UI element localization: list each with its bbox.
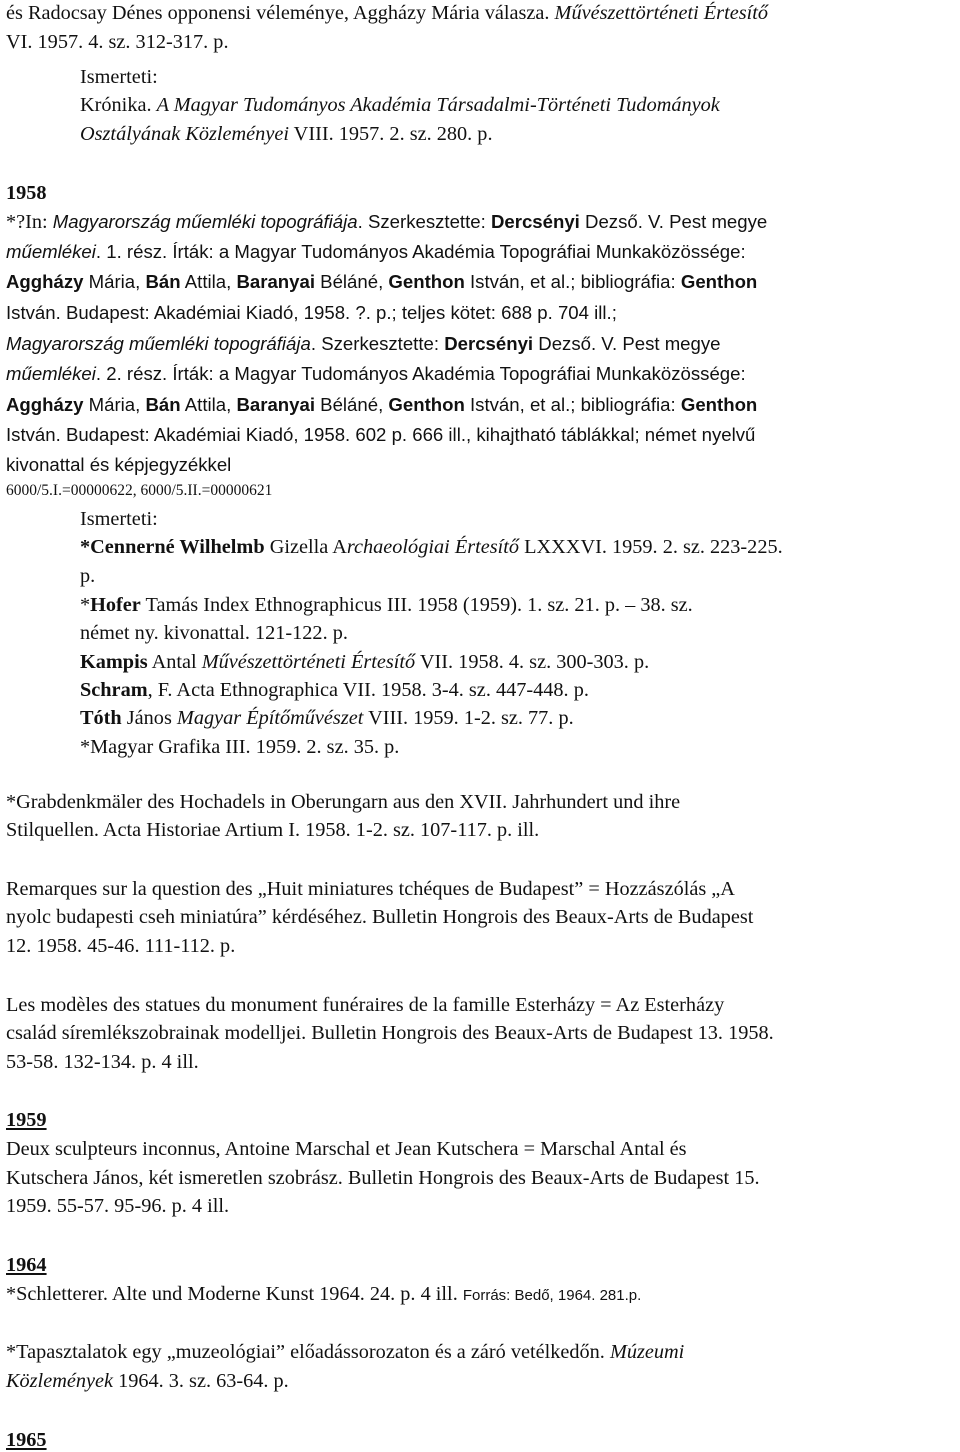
text-segment: . Szerkesztette: [357,211,491,232]
text-segment: VI. 1957. 4. sz. 312-317. p. [6,31,229,53]
emphasis-text: 1959 [6,1109,47,1131]
emphasis-text: Genthon [388,271,465,292]
text-line [6,1137,687,1161]
text-line [6,1050,199,1074]
text-line [6,301,617,325]
text-segment: 53-58. 132-134. p. 4 ill. [6,1051,199,1073]
text-line [6,270,757,294]
emphasis-text: Kampis [80,651,148,673]
text-segment: p. [80,565,96,587]
text-line [6,1253,47,1277]
text-segment: *Schletterer. Alte und Moderne Kunst 1964. 24. p. 4 ill. [6,1283,463,1305]
text-line [6,423,755,447]
title-text: Magyarország műemléki topográfiája [6,333,311,354]
emphasis-text: Dercsényi [490,211,580,232]
text-segment: kivonattal és képjegyzékkel [6,454,232,475]
text-line [80,593,693,617]
text-line [6,993,724,1017]
text-line [6,477,272,503]
text-segment: Ismerteti: [80,66,158,88]
emphasis-text: Baranyai [236,394,315,415]
text-line [6,1166,760,1190]
text-segment: Les modèles des statues du monument funéraires de la famille Esterházy = Az Esterházy [6,994,725,1016]
text-segment: István. Budapest: Akadémiai Kiadó, 1958. 602 p. 666 ill., kihajtható táblákkal; német nyelvű [6,424,756,445]
title-text: Művészettörténeti Értesítő [201,651,416,673]
title-text: A Magyar Tudományos Akadémia Társadalmi-Történeti Tudományok [156,94,720,116]
emphasis-text: Baranyai [236,271,315,292]
text-line [6,181,47,205]
text-line [6,1,768,25]
text-line [80,621,348,645]
emphasis-text: Dercsényi [444,333,534,354]
text-line [6,362,746,386]
text-line [80,650,649,674]
title-text: Magyar Építőművészet [176,707,364,729]
text-segment: Antal [147,651,202,673]
emphasis-text: Tóth [80,707,122,729]
text-segment: * [80,594,91,616]
text-line [6,1108,47,1132]
text-segment: 6000/5.I.=00000622, 6000/5.II.=00000621 [6,482,273,499]
title-text: műemlékei [6,241,96,262]
text-line [6,1194,229,1218]
title-text: Múzeumi [609,1341,685,1363]
text-line [6,30,229,54]
text-segment: család síremlékszobrainak modelljei. Bulletin Hongrois des Beaux-Arts de Budapest 13. 1958. [6,1022,774,1044]
text-segment: *Magyar Grafika III. 1959. 2. sz. 35. p. [80,736,400,758]
text-segment: Deux sculpteurs inconnus, Antoine Marschal et Jean Kutschera = Marschal Antal és [6,1138,687,1160]
text-segment: Krónika. [80,94,157,116]
text-segment: István, et al.; bibliográfia: [464,271,681,292]
text-line [6,1428,47,1452]
text-line [6,1340,684,1364]
text-line [80,93,720,117]
text-line [80,706,574,730]
text-line [6,453,231,477]
title-text: Közlemények [6,1370,113,1392]
text-segment: *?In: [6,211,53,233]
text-line [6,240,746,264]
text-line [6,332,721,356]
text-segment: Remarques sur la question des „Huit miniatures tchéques de Budapest” = Hozzászólás „A [6,878,735,900]
text-segment: Attila, [180,394,237,415]
text-segment: István, et al.; bibliográfia: [464,394,681,415]
text-segment: VIII. 1959. 1-2. sz. 77. p. [363,707,574,729]
text-segment: Dezső. V. Pest megye [533,333,721,354]
emphasis-text: Genthon [680,271,758,292]
emphasis-text: *Cennerné Wilhelmb [80,536,265,558]
text-segment: Dezső. V. Pest megye [579,211,768,232]
text-segment: János [121,707,177,729]
title-text: rchaeológiai Értesítő [346,536,520,558]
text-segment: . Szerkesztette: [310,333,445,354]
text-segment: és Radocsay Dénes opponensi véleménye, Aggházy Mária válasza. [6,2,555,24]
text-segment: Ismerteti: [80,508,158,530]
text-segment: Kutschera János, két ismeretlen szobrász. Bulletin Hongrois des Beaux-Arts de Budapest 15. [6,1167,760,1189]
text-segment: LXXXVI. 1959. 2. sz. 223-225. [519,536,783,558]
emphasis-text: Bán [145,271,181,292]
emphasis-text: 1958 [6,182,47,204]
title-text: műemlékei [6,363,96,384]
text-segment: Mária, [83,394,146,415]
text-line [6,210,767,234]
text-line [80,507,158,531]
text-segment: *Grabdenkmäler des Hochadels in Oberungarn aus den XVII. Jahrhundert und ihre [6,791,681,813]
title-text: Magyarország műemléki topográfiája [52,211,358,232]
text-line [6,818,539,842]
text-segment: Forrás: Bedő, 1964. 281.p. [462,1287,642,1304]
text-segment: Béláné, [315,394,389,415]
text-line [6,1021,774,1045]
emphasis-text: 1965 [6,1429,47,1451]
text-segment: német ny. kivonattal. 121-122. p. [80,622,348,644]
text-line [6,393,757,417]
text-segment: Béláné, [315,271,389,292]
text-segment: VII. 1958. 4. sz. 300-303. p. [415,651,650,673]
text-line [6,905,753,929]
emphasis-text: Schram [80,679,148,701]
text-segment: . 1. rész. Írták: a Magyar Tudományos Akadémia Topográfiai Munkaközössége: [95,241,746,262]
text-line [6,1282,641,1308]
text-line [80,678,589,702]
text-line [80,564,95,588]
emphasis-text: Hofer [90,594,141,616]
text-line [6,1369,289,1393]
emphasis-text: Genthon [680,394,758,415]
emphasis-text: Bán [145,394,181,415]
text-line [6,877,735,901]
text-segment: 1964. 3. sz. 63-64. p. [113,1370,289,1392]
text-segment: Tamás Index Ethnographicus III. 1958 (1959). 1. sz. 21. p. – 38. sz. [140,594,693,616]
text-segment: 12. 1958. 45-46. 111-112. p. [6,935,236,957]
emphasis-text: 1964 [6,1254,47,1276]
emphasis-text: Aggházy [6,271,84,292]
text-segment: VIII. 1957. 2. sz. 280. p. [288,123,493,145]
text-line [80,65,158,89]
text-line [6,790,680,814]
text-segment: István. Budapest: Akadémiai Kiadó, 1958. ?. p.; teljes kötet: 688 p. 704 ill.; [6,302,617,323]
text-line [6,934,235,958]
text-line [80,122,493,146]
text-segment: Mária, [83,271,146,292]
text-segment: , F. Acta Ethnographica VII. 1958. 3-4. sz. 447-448. p. [147,679,589,701]
text-line [80,535,783,559]
title-text: Művészettörténeti Értesítő [554,2,769,24]
text-segment: Gizella A [264,536,347,558]
text-segment: . 2. rész. Írták: a Magyar Tudományos Akadémia Topográfiai Munkaközössége: [95,363,746,384]
text-segment: Stilquellen. Acta Historiae Artium I. 1958. 1-2. sz. 107-117. p. ill. [6,819,540,841]
emphasis-text: Genthon [388,394,465,415]
text-line [80,735,399,759]
text-segment: Attila, [180,271,237,292]
emphasis-text: Aggházy [6,394,84,415]
text-segment: *Tapasztalatok egy „muzeológiai” előadássorozaton és a záró vetélkedőn. [6,1341,610,1363]
text-segment: nyolc budapesti cseh miniatúra” kérdéséhez. Bulletin Hongrois des Beaux-Arts de Budapest [6,906,754,928]
title-text: Osztályának Közleményei [80,123,289,145]
text-segment: 1959. 55-57. 95-96. p. 4 ill. [6,1195,230,1217]
